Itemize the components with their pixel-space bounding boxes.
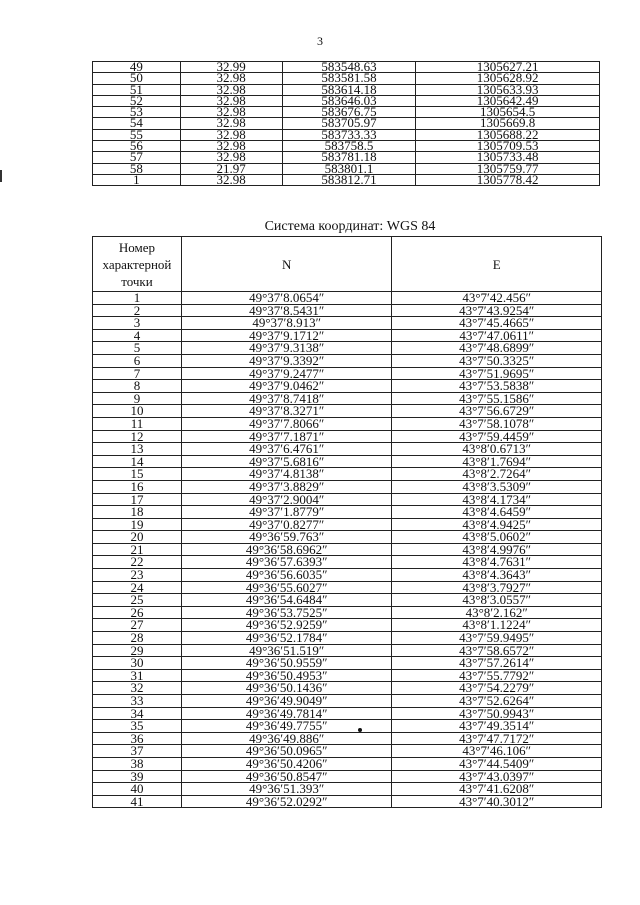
table-cell: 583801.1 [282,163,416,174]
table-cell: 49°36′51.519″ [181,644,392,657]
table-cell: 56 [93,141,181,152]
table-cell: 49°36′49.886″ [181,732,392,745]
table-cell: 1305654.5 [416,107,600,118]
table-cell: 40 [93,783,182,796]
table-cell: 43°8′4.1734″ [392,493,602,506]
table-cell: 49°36′49.7755″ [181,720,392,733]
table-body [93,292,602,808]
table-cell: 27 [93,619,182,632]
table-cell: 4 [93,329,182,342]
table-cell: 13 [93,443,182,456]
table-cell: 49°37′4.8138″ [181,468,392,481]
table-cell: 43°7′54.2279″ [392,682,602,695]
table-cell: 49°37′7.8066″ [181,417,392,430]
table-cell: 32.98 [180,95,282,106]
table-cell: 49°36′52.0292″ [181,795,392,808]
table-cell: 43°8′4.9976″ [392,543,602,556]
table-cell: 14 [93,455,182,468]
table-cell: 583812.71 [282,174,416,185]
table-cell: 53 [93,107,181,118]
table-cell: 33 [93,695,182,708]
table-cell: 32.98 [180,84,282,95]
table-cell: 49°36′50.4953″ [181,669,392,682]
table-body [93,59,600,187]
table-cell: 49°37′8.913″ [181,317,392,330]
table-cell: 583676.75 [282,107,416,118]
header-point-number: Номер характерной точки [93,237,182,292]
table-cell: 583733.33 [282,129,416,140]
table-cell: 49°36′52.9259″ [181,619,392,632]
table-cell: 1305669.8 [416,118,600,129]
table-cell: 32.98 [180,129,282,140]
table-cell: 1305709.53 [416,141,600,152]
table-cell: 17 [93,493,182,506]
table-cell: 49°36′54.6484″ [181,594,392,607]
table-cell: 38 [93,757,182,770]
table-cell: 52 [93,95,181,106]
table-cell: 9 [93,392,182,405]
table-cell: 49°37′5.6816″ [181,455,392,468]
table-cell: 49°36′50.9559″ [181,657,392,670]
table-cell: 43°7′58.6572″ [392,644,602,657]
table-cell: 21.97 [180,163,282,174]
table-cell: 26 [93,606,182,619]
table-cell: 32 [93,682,182,695]
table-cell: 15 [93,468,182,481]
table-cell: 43°7′48.6899″ [392,342,602,355]
table-cell: 43°7′49.3514″ [392,720,602,733]
table-cell: 32.98 [180,107,282,118]
table-cell: 1 [93,174,181,185]
table-cell: 43°7′47.0611″ [392,329,602,342]
table-cell: 49°36′50.1436″ [181,682,392,695]
coordinate-system-caption: Система координат: WGS 84 [264,219,436,234]
table-cell: 43°7′46.106″ [392,745,602,758]
table-cell: 31 [93,669,182,682]
table-cell: 43°8′4.9425″ [392,518,602,531]
table-cell: 1305778.42 [416,174,600,185]
table-row [93,795,602,808]
table-cell: 32.98 [180,174,282,185]
table-cell: 49°37′8.3271″ [181,405,392,418]
table-cell: 30 [93,657,182,670]
table-cell: 25 [93,594,182,607]
table-cell: 49°36′51.393″ [181,783,392,796]
table-cell: 43°7′59.4459″ [392,430,602,443]
table-cell: 43°8′2.7264″ [392,468,602,481]
table-cell: 49°37′8.0654″ [181,292,392,305]
table-cell: 49°37′9.3392″ [181,354,392,367]
table-cell: 19 [93,518,182,531]
table-cell: 43°7′51.9695″ [392,367,602,380]
table-cell: 11 [93,417,182,430]
table-cell: 8 [93,380,182,393]
margin-mark [0,170,2,182]
table-cell: 43°7′57.2614″ [392,657,602,670]
table-cell: 49 [93,62,181,73]
table-cell: 43°8′3.5309″ [392,480,602,493]
table-cell: 1305642.49 [416,95,600,106]
table-cell: 49°36′56.6035″ [181,569,392,582]
table-cell: 49°36′58.6962″ [181,543,392,556]
table-cell: 43°8′3.0557″ [392,594,602,607]
stray-dot [358,728,362,732]
table-cell: 18 [93,506,182,519]
table-cell: 49°37′2.9004″ [181,493,392,506]
table-cell: 29 [93,644,182,657]
table-cell: 43°7′44.5409″ [392,757,602,770]
table-cell: 1305627.21 [416,62,600,73]
table-cell: 6 [93,354,182,367]
table-cell: 32.99 [180,62,282,73]
table-cell: 43°7′43.9254″ [392,304,602,317]
table-cell: 32.98 [180,152,282,163]
table-header-row [93,237,602,292]
table-cell: 21 [93,543,182,556]
table-row [93,174,600,185]
table-cell: 7 [93,367,182,380]
table-cell: 43°8′1.7694″ [392,455,602,468]
table-cell: 12 [93,430,182,443]
table-cell: 1305688.22 [416,129,600,140]
table-cell: 43°7′40.3012″ [392,795,602,808]
table-cell: 54 [93,118,181,129]
table-cell: 583614.18 [282,84,416,95]
table-cell: 37 [93,745,182,758]
table-cell: 1305759.77 [416,163,600,174]
table-cell: 49°36′57.6393″ [181,556,392,569]
table-cell: 35 [93,720,182,733]
table-cell: 49°37′9.3138″ [181,342,392,355]
table-cell: 49°37′0.8277″ [181,518,392,531]
table-cell: 583581.58 [282,73,416,84]
table-cell: 49°36′55.6027″ [181,581,392,594]
table-cell: 22 [93,556,182,569]
table-cell: 43°7′47.7172″ [392,732,602,745]
table-cell: 49°36′52.1784″ [181,632,392,645]
table-cell: 24 [93,581,182,594]
table-cell: 20 [93,531,182,544]
table-cell: 2 [93,304,182,317]
table-cell: 43°8′4.6459″ [392,506,602,519]
table-cell: 16 [93,480,182,493]
table-cell: 55 [93,129,181,140]
table-cell: 49°37′8.7418″ [181,392,392,405]
table-cell: 49°36′59.763″ [181,531,392,544]
table-cell: 49°36′49.9049″ [181,695,392,708]
table-cell: 43°8′1.1224″ [392,619,602,632]
table-cell: 28 [93,632,182,645]
table-cell: 43°8′3.7927″ [392,581,602,594]
table-cell: 58 [93,163,181,174]
table-cell: 49°37′9.0462″ [181,380,392,393]
table-cell: 43°7′59.9495″ [392,632,602,645]
coordinates-table-wgs84 [92,236,602,808]
table-cell: 10 [93,405,182,418]
table-cell: 36 [93,732,182,745]
table-cell: 49°37′3.8829″ [181,480,392,493]
table-cell: 43°8′5.0602″ [392,531,602,544]
table-cell: 583548.63 [282,62,416,73]
table-cell: 43°7′42.456″ [392,292,602,305]
table-cell: 43°7′41.6208″ [392,783,602,796]
table-cell: 51 [93,84,181,95]
table-cell: 43°8′4.3643″ [392,569,602,582]
table-cell: 43°7′56.6729″ [392,405,602,418]
table-cell: 49°37′7.1871″ [181,430,392,443]
table-cell: 32.98 [180,141,282,152]
table-cell: 43°7′52.6264″ [392,695,602,708]
table-cell: 43°7′50.9943″ [392,707,602,720]
table-cell: 1305733.48 [416,152,600,163]
table-cell: 3 [93,317,182,330]
table-cell: 583705.97 [282,118,416,129]
table-cell: 49°37′9.2477″ [181,367,392,380]
table-cell: 49°36′50.4206″ [181,757,392,770]
table-cell: 43°7′55.1586″ [392,392,602,405]
table-cell: 49°36′50.0965″ [181,745,392,758]
table-cell: 41 [93,795,182,808]
table-cell: 5 [93,342,182,355]
table-cell: 43°7′53.5838″ [392,380,602,393]
table-cell: 34 [93,707,182,720]
table-cell: 43°7′58.1078″ [392,417,602,430]
table-cell: 583758.5 [282,141,416,152]
table-cell: 49°36′50.8547″ [181,770,392,783]
table-cell: 49°37′8.5431″ [181,304,392,317]
table-cell: 1305628.92 [416,73,600,84]
table-cell: 43°8′2.162″ [392,606,602,619]
table-cell: 49°36′53.7525″ [181,606,392,619]
page-number: 3 [317,34,323,48]
table-cell: 50 [93,73,181,84]
table-cell: 32.98 [180,118,282,129]
header-n: N [181,237,392,292]
table-cell: 43°7′50.3325″ [392,354,602,367]
table-cell: 49°37′6.4761″ [181,443,392,456]
header-e: E [392,237,602,292]
table-cell: 583646.03 [282,95,416,106]
table-cell: 43°8′4.7631″ [392,556,602,569]
table-cell: 43°7′45.4665″ [392,317,602,330]
table-cell: 43°7′55.7792″ [392,669,602,682]
table-cell: 32.98 [180,73,282,84]
table-cell: 583781.18 [282,152,416,163]
table-cell: 49°36′49.7814″ [181,707,392,720]
table-cell: 57 [93,152,181,163]
table-cell: 49°37′9.1712″ [181,329,392,342]
table-cell: 23 [93,569,182,582]
coordinates-table-msk [92,61,600,186]
table-cell: 1 [93,292,182,305]
table-cell: 43°7′43.0397″ [392,770,602,783]
table-cell: 49°37′1.8779″ [181,506,392,519]
table-cell: 39 [93,770,182,783]
table-cell: 43°8′0.6713″ [392,443,602,456]
table-cell: 1305633.93 [416,84,600,95]
